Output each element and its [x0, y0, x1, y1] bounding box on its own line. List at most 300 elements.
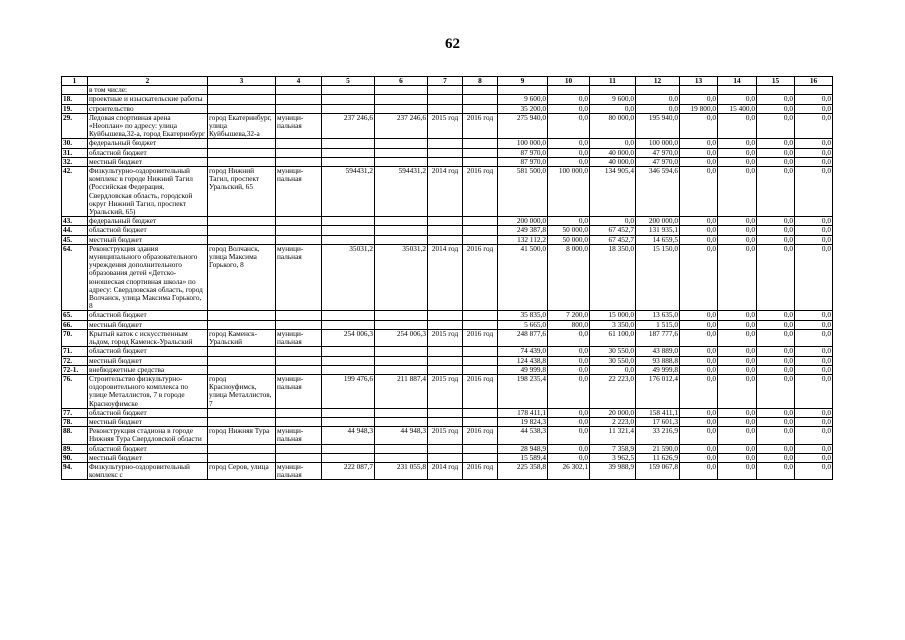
table-cell: 17 601,3: [636, 417, 680, 426]
table-cell: 132 112,2: [498, 235, 548, 244]
table-cell: 0,0: [548, 113, 590, 139]
table-cell: 231 055,8: [375, 462, 428, 479]
table-cell: 131 935,1: [636, 226, 680, 235]
table-cell: [208, 235, 276, 244]
table-cell: местный бюджет: [88, 320, 208, 329]
table-cell: 0,0: [718, 408, 757, 417]
table-cell: 0,0: [795, 226, 833, 235]
table-cell: 0,0: [548, 356, 590, 365]
table-cell: 5 665,0: [498, 320, 548, 329]
table-cell: [322, 311, 375, 320]
table-cell: [375, 347, 428, 356]
table-cell: 0,0: [548, 408, 590, 417]
table-cell: 19 800,0: [680, 104, 718, 113]
table-cell: 2 223,0: [590, 417, 636, 426]
table-cell: [322, 320, 375, 329]
table-row: [62, 374, 833, 408]
table-cell: 0,0: [718, 444, 757, 453]
column-header: 4: [276, 77, 322, 86]
table-cell: [428, 444, 463, 453]
table-cell: 0,0: [680, 408, 718, 417]
table-cell: 0,0: [757, 444, 795, 453]
table-cell: Ледовая спортивная арена «Неоплан» по адресу: улица Куйбышева,32-а, город Екатеринбург: [88, 113, 208, 139]
table-cell: 0,0: [548, 444, 590, 453]
table-cell: 0,0: [548, 95, 590, 104]
table-cell: 80 000,0: [590, 113, 636, 139]
table-cell: местный бюджет: [88, 157, 208, 166]
table-cell: [62, 86, 88, 95]
table-cell: [322, 95, 375, 104]
table-cell: 0,0: [680, 417, 718, 426]
table-cell: 13 635,0: [636, 311, 680, 320]
table-cell: 0,0: [548, 148, 590, 157]
table-cell: [375, 444, 428, 453]
table-cell: 64.: [62, 244, 88, 311]
table-cell: 0,0: [795, 444, 833, 453]
table-cell: 40 000,0: [590, 157, 636, 166]
table-cell: [428, 417, 463, 426]
column-header: 13: [680, 77, 718, 86]
table-cell: [276, 148, 322, 157]
table-cell: 2015 год: [428, 113, 463, 139]
table-cell: 77.: [62, 408, 88, 417]
table-cell: город Нижняя Тура: [208, 427, 276, 444]
table-cell: 43.: [62, 217, 88, 226]
table-cell: [208, 347, 276, 356]
table-cell: федеральный бюджет: [88, 217, 208, 226]
table-cell: 100 000,0: [636, 139, 680, 148]
table-cell: [276, 104, 322, 113]
table-cell: [322, 217, 375, 226]
table-cell: 0,0: [718, 365, 757, 374]
table-cell: 2016 год: [463, 113, 498, 139]
table-cell: 0,0: [795, 95, 833, 104]
table-cell: 0,0: [680, 148, 718, 157]
table-cell: 61 100,0: [590, 329, 636, 346]
table-row: [62, 167, 833, 217]
table-row: [62, 235, 833, 244]
column-header: 10: [548, 77, 590, 86]
table-cell: [463, 157, 498, 166]
table-cell: 0,0: [757, 95, 795, 104]
table-cell: [322, 356, 375, 365]
table-cell: [757, 86, 795, 95]
table-cell: 0,0: [548, 104, 590, 113]
table-cell: 0,0: [718, 217, 757, 226]
table-cell: 0,0: [718, 311, 757, 320]
table-cell: 7 358,9: [590, 444, 636, 453]
table-row: [62, 113, 833, 139]
table-cell: 0,0: [757, 417, 795, 426]
table-cell: 0,0: [795, 320, 833, 329]
table-cell: 199 476,6: [322, 374, 375, 408]
table-cell: 22 223,0: [590, 374, 636, 408]
table-cell: 44 948,3: [375, 427, 428, 444]
table-cell: 44.: [62, 226, 88, 235]
table-cell: 3 962,5: [590, 453, 636, 462]
table-cell: 2016 год: [463, 462, 498, 479]
table-cell: [463, 95, 498, 104]
table-cell: [375, 311, 428, 320]
table-cell: 42.: [62, 167, 88, 217]
table-cell: областной бюджет: [88, 148, 208, 157]
table-cell: 0,0: [795, 417, 833, 426]
table-cell: 0,0: [757, 217, 795, 226]
table-cell: [428, 235, 463, 244]
table-cell: 28 948,9: [498, 444, 548, 453]
table-cell: [428, 311, 463, 320]
table-cell: [463, 139, 498, 148]
table-cell: 15 589,4: [498, 453, 548, 462]
table-cell: 2016 год: [463, 167, 498, 217]
table-cell: 0,0: [718, 139, 757, 148]
table-cell: 70.: [62, 329, 88, 346]
table-cell: 2014 год: [428, 167, 463, 217]
table-cell: 0,0: [548, 329, 590, 346]
table-cell: [375, 235, 428, 244]
table-cell: [208, 311, 276, 320]
column-header: 15: [757, 77, 795, 86]
table-cell: [463, 226, 498, 235]
table-cell: муници-пальная: [276, 462, 322, 479]
table-cell: 93 888,8: [636, 356, 680, 365]
table-cell: 0,0: [590, 365, 636, 374]
table-cell: [428, 86, 463, 95]
table-cell: 0,0: [680, 347, 718, 356]
table-cell: 0,0: [757, 157, 795, 166]
table-cell: [276, 217, 322, 226]
table-cell: 0,0: [680, 427, 718, 444]
table-cell: 0,0: [795, 365, 833, 374]
table-cell: 254 006,3: [322, 329, 375, 346]
table-cell: 237 246,6: [322, 113, 375, 139]
table-cell: [208, 365, 276, 374]
table-cell: 0,0: [718, 329, 757, 346]
table-cell: строительство: [88, 104, 208, 113]
table-cell: 0,0: [795, 462, 833, 479]
table-cell: 0,0: [680, 217, 718, 226]
table-cell: [428, 453, 463, 462]
table-cell: [276, 356, 322, 365]
table-cell: 0,0: [795, 235, 833, 244]
table-cell: Реконструкция здания муниципального образовательного учреждения дополнительного образования детей «Детско-юношеская спортивная школа» по адресу: Свердловская область, город Волчанск, улица Максима Горького, 8: [88, 244, 208, 311]
table-cell: [463, 365, 498, 374]
column-header: 6: [375, 77, 428, 86]
table-cell: город Нижний Тагил, проспект Уральский, 65: [208, 167, 276, 217]
table-cell: 0,0: [795, 356, 833, 365]
table-cell: 0,0: [757, 104, 795, 113]
table-cell: областной бюджет: [88, 408, 208, 417]
table-cell: 2014 год: [428, 244, 463, 311]
table-cell: город Красноуфимск, улица Металлистов, 7: [208, 374, 276, 408]
table-cell: 47 970,0: [636, 157, 680, 166]
table-cell: [322, 235, 375, 244]
table-cell: 0,0: [795, 217, 833, 226]
table-cell: 0,0: [680, 444, 718, 453]
table-cell: [375, 139, 428, 148]
table-cell: [428, 365, 463, 374]
table-row: [62, 148, 833, 157]
table-cell: [428, 104, 463, 113]
table-cell: муници-пальная: [276, 167, 322, 217]
table-cell: 0,0: [757, 148, 795, 157]
table-cell: [208, 95, 276, 104]
table-cell: 0,0: [795, 329, 833, 346]
table-cell: 211 887,4: [375, 374, 428, 408]
table-cell: 66.: [62, 320, 88, 329]
table-cell: 0,0: [795, 104, 833, 113]
table-cell: 89.: [62, 444, 88, 453]
table-cell: [590, 86, 636, 95]
table-cell: проектные и изыскательские работы: [88, 95, 208, 104]
table-cell: [208, 157, 276, 166]
table-cell: 0,0: [795, 427, 833, 444]
header-row: [62, 77, 833, 86]
table-cell: [208, 86, 276, 95]
table-cell: 134 905,4: [590, 167, 636, 217]
table-row: [62, 444, 833, 453]
table-cell: [428, 226, 463, 235]
table-cell: 0,0: [590, 104, 636, 113]
table-cell: [428, 217, 463, 226]
table-cell: 76.: [62, 374, 88, 408]
table-cell: 20 000,0: [590, 408, 636, 417]
table-cell: 15 400,0: [718, 104, 757, 113]
table-cell: [208, 444, 276, 453]
table-cell: 0,0: [680, 244, 718, 311]
table-row: [62, 347, 833, 356]
table-cell: федеральный бюджет: [88, 139, 208, 148]
table-cell: в том числе:: [88, 86, 208, 95]
table-cell: [428, 347, 463, 356]
table-cell: 249 387,8: [498, 226, 548, 235]
table-cell: 198 235,4: [498, 374, 548, 408]
table-cell: [428, 95, 463, 104]
table-cell: областной бюджет: [88, 347, 208, 356]
table-cell: 90.: [62, 453, 88, 462]
table-cell: областной бюджет: [88, 311, 208, 320]
table-cell: [375, 226, 428, 235]
table-cell: 2015 год: [428, 374, 463, 408]
table-cell: [375, 157, 428, 166]
table-cell: [208, 139, 276, 148]
table-cell: 15 000,0: [590, 311, 636, 320]
table-row: [62, 226, 833, 235]
table-cell: 0,0: [680, 167, 718, 217]
column-header: 1: [62, 77, 88, 86]
table-cell: 0,0: [680, 139, 718, 148]
table-cell: [795, 86, 833, 95]
table-cell: 0,0: [548, 139, 590, 148]
table-cell: 0,0: [680, 356, 718, 365]
table-row: [62, 139, 833, 148]
table-cell: [375, 417, 428, 426]
table-cell: 178 411,1: [498, 408, 548, 417]
table-cell: [276, 157, 322, 166]
table-cell: 88.: [62, 427, 88, 444]
table-cell: 50 000,0: [548, 235, 590, 244]
table-cell: [276, 311, 322, 320]
table-cell: 0,0: [757, 374, 795, 408]
table-cell: 176 012,4: [636, 374, 680, 408]
table-cell: 0,0: [757, 167, 795, 217]
table-row: [62, 95, 833, 104]
table-cell: местный бюджет: [88, 453, 208, 462]
table-cell: [276, 347, 322, 356]
table-cell: местный бюджет: [88, 235, 208, 244]
table-cell: [322, 157, 375, 166]
table-cell: внебюджетные средства: [88, 365, 208, 374]
table-cell: 2015 год: [428, 427, 463, 444]
table-cell: [463, 408, 498, 417]
table-cell: 594431,2: [375, 167, 428, 217]
table-cell: муници-пальная: [276, 329, 322, 346]
table-cell: 35031,2: [322, 244, 375, 311]
table-cell: 0,0: [636, 104, 680, 113]
table-cell: 0,0: [795, 167, 833, 217]
table-cell: [463, 453, 498, 462]
table-cell: 0,0: [718, 374, 757, 408]
table-cell: 2016 год: [463, 427, 498, 444]
table-cell: 33 216,9: [636, 427, 680, 444]
table-cell: [276, 95, 322, 104]
table-cell: 200 000,0: [636, 217, 680, 226]
table-row: [62, 417, 833, 426]
table-cell: 0,0: [795, 347, 833, 356]
table-cell: 0,0: [757, 113, 795, 139]
table-cell: [276, 365, 322, 374]
table-cell: 0,0: [718, 320, 757, 329]
table-cell: [322, 408, 375, 417]
table-row: [62, 427, 833, 444]
table-cell: [208, 148, 276, 157]
table-cell: 0,0: [795, 408, 833, 417]
table-cell: 19.: [62, 104, 88, 113]
table-cell: [375, 320, 428, 329]
table-cell: 0,0: [757, 365, 795, 374]
table-cell: [463, 356, 498, 365]
table-cell: 0,0: [680, 235, 718, 244]
table-cell: [428, 139, 463, 148]
table-cell: 594431,2: [322, 167, 375, 217]
table-row: [62, 356, 833, 365]
table-cell: 0,0: [718, 244, 757, 311]
table-cell: 0,0: [636, 95, 680, 104]
table-cell: [322, 226, 375, 235]
table-cell: 30 550,0: [590, 347, 636, 356]
table-cell: 0,0: [795, 244, 833, 311]
table-cell: 195 940,0: [636, 113, 680, 139]
table-cell: 15 150,0: [636, 244, 680, 311]
table-cell: город Екатеринбург, улица Куйбышева,32-а: [208, 113, 276, 139]
column-header: 8: [463, 77, 498, 86]
table-cell: [276, 86, 322, 95]
table-cell: [208, 320, 276, 329]
table-cell: 0,0: [548, 365, 590, 374]
table-cell: 35 200,0: [498, 104, 548, 113]
table-cell: 0,0: [795, 453, 833, 462]
table-cell: 0,0: [718, 417, 757, 426]
table-cell: муници-пальная: [276, 113, 322, 139]
table-cell: 87 970,0: [498, 157, 548, 166]
column-header: 16: [795, 77, 833, 86]
budget-table: [61, 76, 833, 480]
column-header: 14: [718, 77, 757, 86]
table-cell: город Серов, улица: [208, 462, 276, 479]
table-cell: [463, 311, 498, 320]
table-cell: 800,0: [548, 320, 590, 329]
table-cell: [375, 453, 428, 462]
table-cell: 0,0: [757, 453, 795, 462]
table-cell: 2016 год: [463, 374, 498, 408]
table-cell: город Волчанск, улица Максима Горького, 8: [208, 244, 276, 311]
table-cell: [322, 444, 375, 453]
table-cell: [463, 148, 498, 157]
table-cell: [322, 148, 375, 157]
table-cell: 35031,2: [375, 244, 428, 311]
column-header: 11: [590, 77, 636, 86]
table-cell: [718, 86, 757, 95]
table-cell: 35 835,0: [498, 311, 548, 320]
table-cell: 0,0: [718, 148, 757, 157]
table-cell: [375, 104, 428, 113]
table-cell: 346 594,6: [636, 167, 680, 217]
table-cell: 0,0: [757, 320, 795, 329]
table-cell: [208, 104, 276, 113]
table-cell: 26 302,1: [548, 462, 590, 479]
table-cell: 0,0: [548, 374, 590, 408]
table-cell: 39 988,9: [590, 462, 636, 479]
table-cell: [375, 148, 428, 157]
table-cell: 31.: [62, 148, 88, 157]
table-cell: [208, 356, 276, 365]
table-row: [62, 244, 833, 311]
table-cell: 0,0: [590, 217, 636, 226]
table-cell: 0,0: [680, 95, 718, 104]
table-cell: 0,0: [718, 427, 757, 444]
table-cell: [375, 356, 428, 365]
table-cell: [276, 453, 322, 462]
table-cell: 222 087,7: [322, 462, 375, 479]
table-cell: 74 439,0: [498, 347, 548, 356]
page-number: 62: [445, 36, 460, 52]
table-cell: [375, 95, 428, 104]
table-cell: [276, 226, 322, 235]
table-cell: 44 538,3: [498, 427, 548, 444]
table-row: [62, 217, 833, 226]
table-cell: Реконструкция стадиона в городе Нижняя Тура Свердловской области: [88, 427, 208, 444]
table-row: [62, 365, 833, 374]
table-cell: 225 358,8: [498, 462, 548, 479]
table-cell: 0,0: [757, 226, 795, 235]
table-cell: 100 000,0: [498, 139, 548, 148]
table-cell: [322, 453, 375, 462]
table-cell: 0,0: [718, 356, 757, 365]
table-cell: 0,0: [757, 329, 795, 346]
table-cell: 0,0: [548, 427, 590, 444]
table-cell: 0,0: [718, 167, 757, 217]
table-cell: 0,0: [718, 95, 757, 104]
table-cell: 0,0: [757, 235, 795, 244]
table-cell: 0,0: [548, 217, 590, 226]
table-cell: 0,0: [680, 453, 718, 462]
table-cell: 0,0: [718, 462, 757, 479]
table-cell: областной бюджет: [88, 444, 208, 453]
table-cell: [680, 86, 718, 95]
table-cell: [276, 444, 322, 453]
table-cell: 32.: [62, 157, 88, 166]
table-cell: 0,0: [548, 417, 590, 426]
